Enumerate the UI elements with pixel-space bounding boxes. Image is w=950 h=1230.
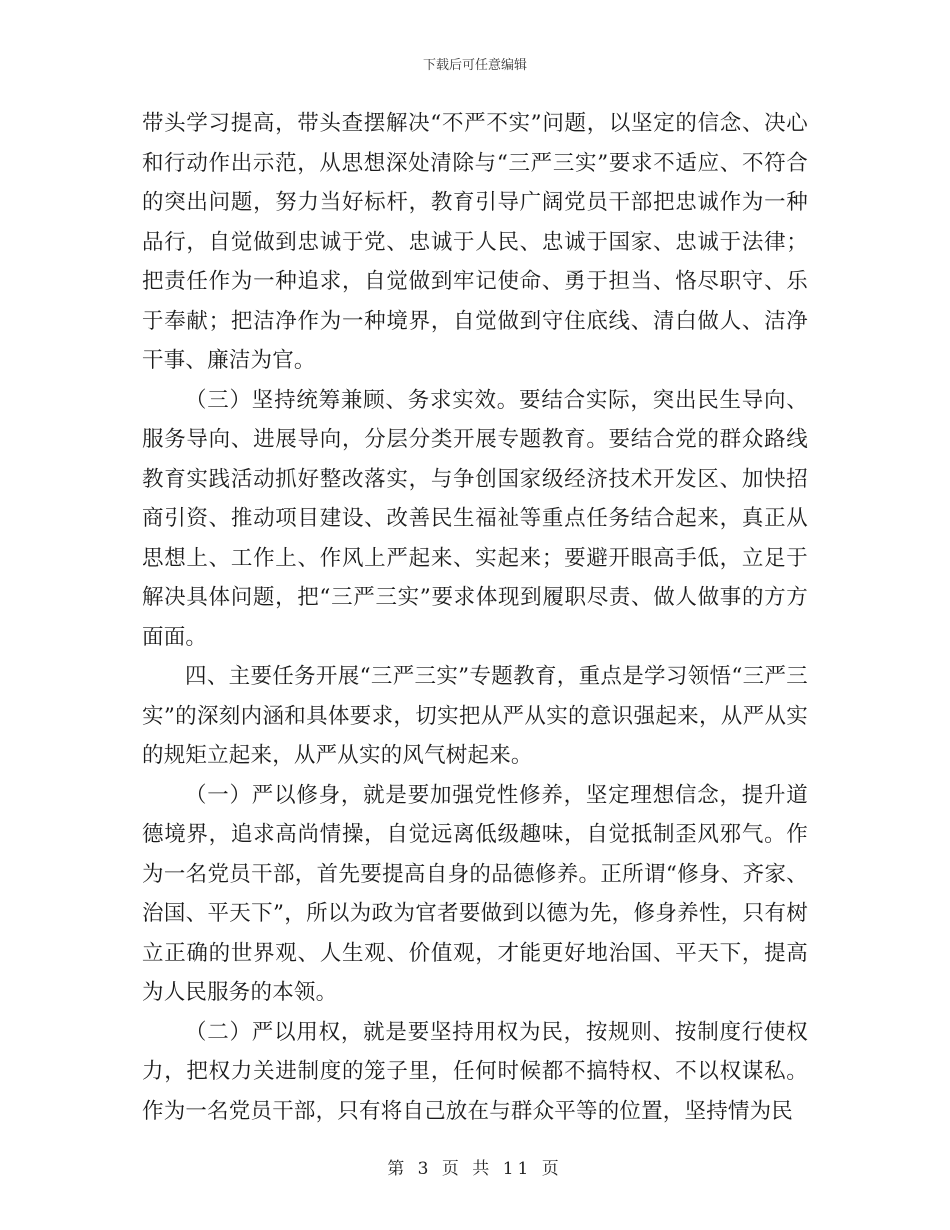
paragraph-3: 四、主要任务开展“三严三实”专题教育，重点是学习领悟“三严三实”的深刻内涵和具体要求，切实把从严从实的意识强起来，从严从实的规矩立起来，从严从实的风气树起来。 xyxy=(142,664,808,768)
paragraph-2: （三）坚持统筹兼顾、务求实效。要结合实际，突出民生导向、服务导向、进展导向，分层分类开展专题教育。要结合党的群众路线教育实践活动抓好整改落实，与争创国家级经济技术开发区、加快招商引资、推动项目建设、改善民生福祉等重点任务结合起来，真正从思想上、工作上、作风上严起来、实起来；要避开眼高手低，立足于解决具体问题，把“三严三实”要求体现到履职尽责、做人做事的方方面面。 xyxy=(142,387,808,650)
document-body xyxy=(142,104,808,1131)
page-header: 下载后可任意编辑 xyxy=(422,58,527,73)
paragraph-4: （一）严以修身，就是要加强党性修养，坚定理想信念，提升道德境界，追求高尚情操，自觉远离低级趣味，自觉抵制歪风邪气。作为一名党员干部，首先要提高自身的品德修养。正所谓“修身、齐家、治国、平天下”，所以为政为官者要做到以德为先，修身养性，只有树立正确的世界观、人生观、价值观，才能更好地治国、平天下，提高为人民服务的本领。 xyxy=(142,782,808,1005)
paragraph-5: （二）严以用权，就是要坚持用权为民，按规则、按制度行使权力，把权力关进制度的笼子里，任何时候都不搞特权、不以权谋私。作为一名党员干部，只有将自己放在与群众平等的位置，坚持情为民 xyxy=(142,1019,808,1124)
paragraph-1: 带头学习提高，带头查摆解决“不严不实”问题，以坚定的信念、决心和行动作出示范，从思想深处清除与“三严三实”要求不适应、不符合的突出问题，努力当好标杆，教育引导广阔党员干部把忠诚作为一种品行，自觉做到忠诚于党、忠诚于人民、忠诚于国家、忠诚于法律；把责任作为一种追求，自觉做到牢记使命、勇于担当、恪尽职守、乐于奉献；把洁净作为一种境界，自觉做到守住底线、清白做人、洁净干事、廉洁为官。 xyxy=(142,111,808,373)
page-footer: 第 3 页 共 11 页 xyxy=(387,1159,563,1179)
